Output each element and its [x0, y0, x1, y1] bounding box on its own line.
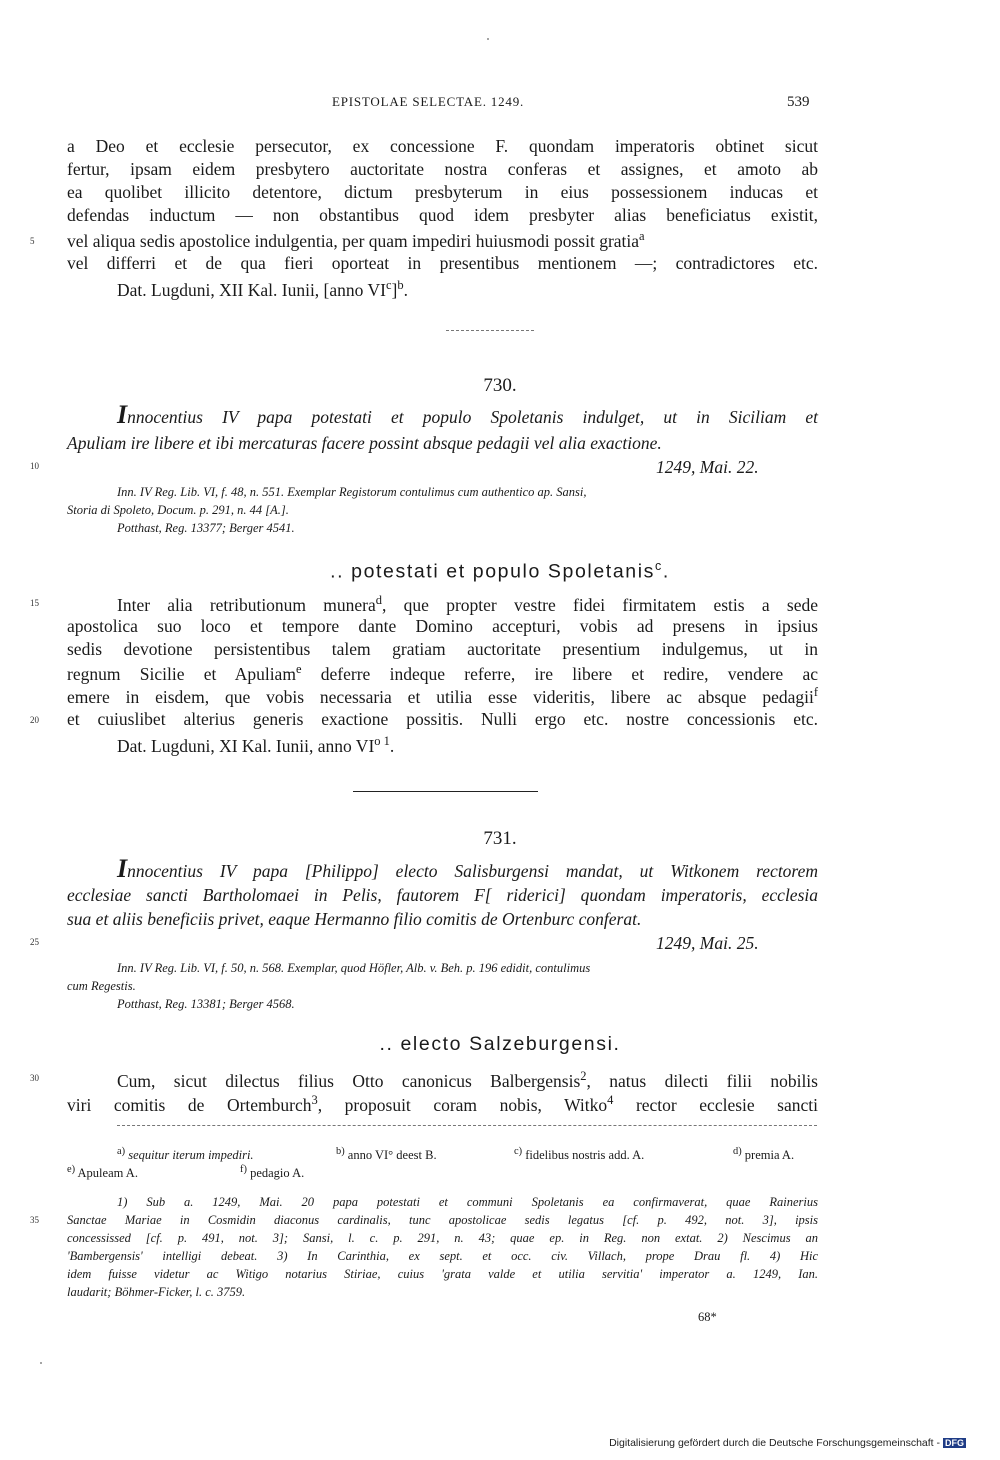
document-date: 1249, Mai. 25. [656, 933, 759, 953]
text-line-body: regnum Sicilie et Apuliam [67, 663, 296, 684]
text-line-body: vel aliqua sedis apostolice indulgentia, per quam impediri huiusmodi possit gratia [67, 230, 640, 251]
note-text: Apuleam A. [77, 1166, 138, 1181]
text-line: sedis devotione persistentibus talem gratiam auctoritate presentium indulgemus, ut in [67, 639, 818, 659]
summary-line: Apuliam ire libere et ibi mercaturas facere possint absque pedagii vel alia exactione. [67, 433, 662, 453]
text-line: apostolica suo loco et tempore dante Domino accepturi, vobis ad presens in ipsius [67, 616, 818, 636]
initial-letter: I [117, 400, 128, 429]
text-line-rest: deferre indeque referre, ire libere et redire, vendere ac [301, 663, 818, 684]
explanatory-note-line: laudarit; Böhmer-Ficker, l. c. 3759. [67, 1285, 246, 1299]
source-line: Potthast, Reg. 13377; Berger 4541. [117, 521, 295, 535]
summary-line: sua et aliis beneficiis privet, eaque Hermanno filio comitis de Ortenburc conferat. [67, 909, 642, 929]
summary-text: nnocentius IV papa potestati et populo Spoletanis indulget, ut in Siciliam et [127, 407, 818, 427]
line-number: 10 [30, 461, 39, 471]
footnote-ref: o 1 [374, 734, 390, 748]
text-line [117, 592, 818, 616]
note-text: pedagio A. [250, 1166, 305, 1181]
date-line [117, 277, 408, 301]
line-number: 25 [30, 937, 39, 947]
footnote-ref: c [655, 559, 663, 573]
text-line [67, 228, 818, 252]
text-line-rest: rector ecclesie sancti [613, 1094, 819, 1115]
text-line: a Deo et ecclesie persecutor, ex concessione F. quondam imperatoris obtinet sicut [67, 136, 818, 156]
address-line [0, 558, 1000, 584]
date-line [117, 733, 394, 757]
scan-speck [487, 38, 489, 40]
note-label: f) [240, 1164, 247, 1175]
text-line-body: Inter alia retributionum munera [117, 594, 376, 615]
dfg-logo: DFG [945, 1438, 964, 1448]
running-title: EPISTOLAE SELECTAE. 1249. [332, 94, 525, 109]
explanatory-note-line: concessissed [cf. p. 491, not. 3]; Sansi, l. c. p. 291, n. 43; quae ep. in Reg. non extat. 2) Nescimus an [67, 1231, 818, 1245]
source-line: cum Regestis. [67, 979, 136, 993]
text-line: defendas inductum — non obstantibus quod idem presbyter alias beneficiatus existit, [67, 205, 818, 225]
source-line: Storia di Spoleto, Docum. p. 291, n. 44 [A.]. [67, 503, 289, 517]
text-line-rest: , que propter vestre fidei firmitatem estis a sede [382, 594, 818, 615]
explanatory-note-line: 1) Sub a. 1249, Mai. 20 papa potestati et communi Spoletanis ea confirmaverat, quae Rainerius [117, 1195, 818, 1209]
summary-text: nnocentius IV papa [Philippo] electo Salisburgensi mandat, ut Witkonem rectorem [127, 861, 818, 881]
line-number: 5 [30, 236, 35, 246]
initial-letter: I [117, 854, 128, 883]
text-line-rest: , proposuit coram nobis, Witko [317, 1094, 608, 1115]
line-number: 20 [30, 715, 39, 725]
critical-note [733, 1143, 794, 1164]
footer-text: Digitalisierung gefördert durch die Deutsche Forschungsgemeinschaft - [609, 1437, 940, 1449]
digitization-footer [609, 1437, 966, 1449]
period: . [389, 735, 395, 756]
line-number: 15 [30, 598, 39, 608]
summary-line [117, 400, 818, 429]
text-line [67, 684, 818, 708]
document-number: 731. [483, 828, 517, 849]
footnote-ref: c [385, 278, 392, 292]
text-line [117, 1068, 818, 1092]
address-line: .. electo Salzeburgensi. [379, 1033, 621, 1055]
period: . [662, 560, 670, 583]
critical-note [240, 1161, 304, 1182]
text-line: fertur, ipsam eidem presbytero auctoritate nostra conferas et assignes, et amoto ab [67, 159, 818, 179]
explanatory-note-line: Sanctae Mariae in Cosmidin diaconus cardinalis, tunc apostolicae sedis legatus [cf. p. 492, not. 3], ipsis [67, 1213, 818, 1227]
line-number: 35 [30, 1215, 39, 1225]
source-line: Inn. IV Reg. Lib. VI, f. 48, n. 551. Exemplar Registorum contulimus cum authentico ap. Sansi, [117, 485, 587, 499]
date-line-text: Dat. Lugduni, XI Kal. Iunii, anno VI [117, 735, 375, 756]
footnote-ref: a [639, 229, 645, 243]
summary-line: ecclesiae sancti Bartholomaei in Pelis, fautorem F[ riderici] quondam imperatoris, ecclesia [67, 885, 818, 905]
footnote-ref: 2 [580, 1069, 587, 1083]
footnote-ref: f [813, 685, 818, 699]
note-text: fidelibus nostris add. A. [525, 1148, 645, 1163]
footnote-ref: 3 [311, 1093, 318, 1107]
note-text: anno VI° deest B. [347, 1148, 437, 1163]
page-number: 539 [787, 94, 810, 110]
text-line [67, 1092, 818, 1116]
source-line: Potthast, Reg. 13381; Berger 4568. [117, 997, 295, 1011]
document-number: 730. [483, 375, 517, 396]
critical-note [67, 1161, 138, 1182]
critical-note [336, 1143, 437, 1164]
separator-rule [117, 1125, 817, 1126]
footnote-ref: d [375, 593, 383, 607]
period: . [403, 279, 408, 300]
footnote-ref: 4 [607, 1093, 614, 1107]
text-line: vel differri et de qua fieri oporteat in presentibus mentionem —; contradictores etc. [67, 253, 818, 273]
explanatory-note-line: idem fuisse videtur ac Witigo notarius Stiriae, cuius 'grata valde et utilia servitia' imperator a. 1249, Ian. [67, 1267, 818, 1281]
note-label: c) [514, 1146, 523, 1157]
scan-speck [40, 1362, 42, 1364]
text-line [67, 661, 818, 685]
note-label: a) [117, 1146, 126, 1157]
source-line: Inn. IV Reg. Lib. VI, f. 50, n. 568. Exemplar, quod Höfler, Alb. v. Beh. p. 196 edidit, contulimus [117, 961, 591, 975]
note-text: premia A. [744, 1148, 795, 1163]
document-date: 1249, Mai. 22. [656, 457, 759, 477]
text-line: et cuiuslibet alterius generis exactione possitis. Nulli ergo etc. nostre concessionis etc. [67, 709, 818, 729]
note-label: e) [67, 1164, 76, 1175]
date-line-text: Dat. Lugduni, XII Kal. Iunii, [anno VI [117, 279, 386, 300]
footnote-ref: e [295, 662, 302, 676]
text-line-rest: , natus dilecti filii nobilis [586, 1070, 818, 1091]
bracket: ] [391, 279, 398, 300]
summary-line [117, 854, 818, 883]
explanatory-note-line: 'Bambergensis' intelligi debeat. 3) In Carinthia, ex sept. et occ. civ. Villach, prope Drau fl. 4) Hic [67, 1249, 818, 1263]
footnote-ref: b [397, 278, 404, 292]
separator-rule [353, 791, 538, 792]
text-line-body: viri comitis de Ortemburch [67, 1094, 312, 1115]
note-label: d) [733, 1146, 742, 1157]
critical-note [514, 1143, 644, 1164]
signature-mark: 68* [698, 1310, 717, 1324]
text-line: ea quolibet illicito detentore, dictum presbyterum in eius possessionem inducas et [67, 182, 818, 202]
note-label: b) [336, 1146, 345, 1157]
separator-rule [446, 330, 534, 331]
text-line-body: Cum, sicut dilectus filius Otto canonicus Balbergensis [117, 1070, 581, 1091]
text-line-body: emere in eisdem, que vobis necessaria et utilia esse videritis, libere ac absque pedagii [67, 686, 814, 707]
note-text: sequitur iterum impediri. [128, 1148, 254, 1163]
line-number: 30 [30, 1073, 39, 1083]
address-text: .. potestati et populo Spoletanis [330, 560, 655, 583]
